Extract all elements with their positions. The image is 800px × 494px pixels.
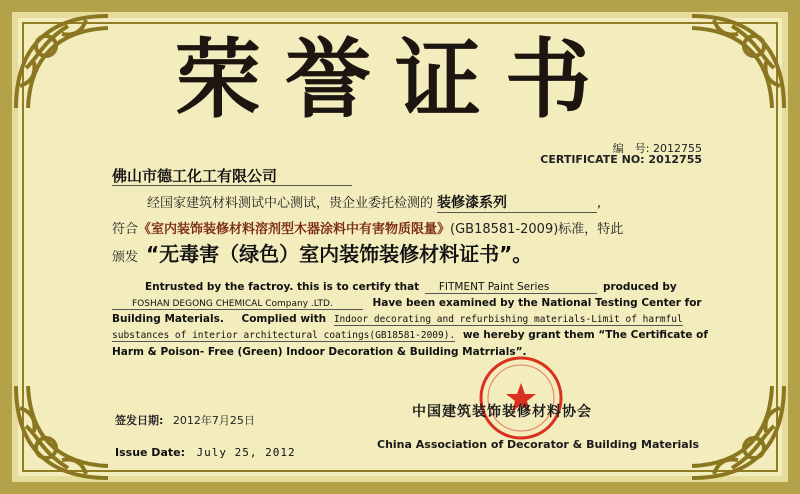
body-en-text: we hereby grant them “The Certificate of (462, 329, 708, 341)
body-en-text: Harm & Poison- Free (Green) Indoor Decoration & Building Matrrials”. (112, 346, 527, 358)
body-en-line2 (112, 297, 702, 310)
body-en-text: Building Materials. (112, 313, 224, 325)
body-cn-text: , (597, 196, 602, 211)
certificate-number-en (540, 153, 702, 166)
corner-ornament-icon (8, 376, 118, 486)
body-en-text: Entrusted by the factroy. this is to certify that (145, 281, 420, 293)
issue-value-en: July 25, 2012 (196, 446, 296, 459)
body-cn-text: 颁发 (112, 250, 139, 265)
standard-name-en-cont: substances of interior architectural coatings(GB18581-2009). (112, 330, 456, 341)
divider (112, 185, 352, 186)
corner-ornament-icon (682, 376, 792, 486)
number-value: 2012755 (653, 142, 702, 155)
standard-name-en: Indoor decorating and refurbishing materials-Limit of harmful (333, 314, 683, 325)
number-value: 2012755 (648, 153, 702, 166)
number-label-en: CERTIFICATE NO: (540, 153, 645, 166)
company-name-en: FOSHAN DEGONG CHEMICAL Company .LTD. (112, 299, 363, 310)
standard-code: (GB18581-2009) (450, 222, 559, 237)
association-name-en: China Association of Decorator & Building Materials (377, 438, 700, 451)
issue-label-cn: 签发日期: (115, 414, 164, 427)
product-name-cn: 装修漆系列 (437, 192, 597, 213)
body-en-line5 (112, 346, 527, 358)
corner-ornament-icon (8, 8, 118, 118)
body-en-text: produced by (602, 281, 677, 293)
body-cn-line2 (112, 218, 623, 237)
body-cn-line3 (112, 238, 532, 267)
standard-name-cn: 《室内装饰装修材料溶剂型木器涂料中有害物质限量》 (138, 222, 451, 237)
body-cn-text: 经国家建筑材料测试中心测试，贵企业委托检测的 (147, 196, 434, 211)
corner-ornament-icon (682, 8, 792, 118)
body-cn-line1 (147, 192, 601, 213)
body-en-line3 (112, 313, 683, 326)
issue-date-cn (115, 412, 255, 428)
number-label-cn: 编 号: (612, 142, 650, 155)
body-cn-text: 标准，特此 (558, 222, 624, 237)
body-en-text: Have been examined by the National Testing Center for (372, 297, 702, 309)
official-seal-icon (478, 355, 564, 441)
certificate-title: 荣誉证书 (175, 29, 615, 130)
body-cn-text: 符合 (112, 222, 139, 237)
body-en-text: Complied with (241, 313, 327, 325)
issue-date-en (115, 446, 296, 459)
body-en-line4 (112, 329, 708, 342)
association-name-cn: 中国建筑装饰装修材料协会 (412, 404, 592, 420)
product-name-en: FITMENT Paint Series (425, 281, 597, 294)
body-en-line1 (145, 281, 677, 294)
issue-label-en: Issue Date: (115, 446, 185, 459)
issue-value-cn: 2012年7月25日 (172, 414, 255, 427)
company-name-cn: 佛山市德工化工有限公司 (112, 167, 278, 185)
award-title-cn: “无毒害（绿色）室内装饰装修材料证书”。 (146, 242, 533, 266)
